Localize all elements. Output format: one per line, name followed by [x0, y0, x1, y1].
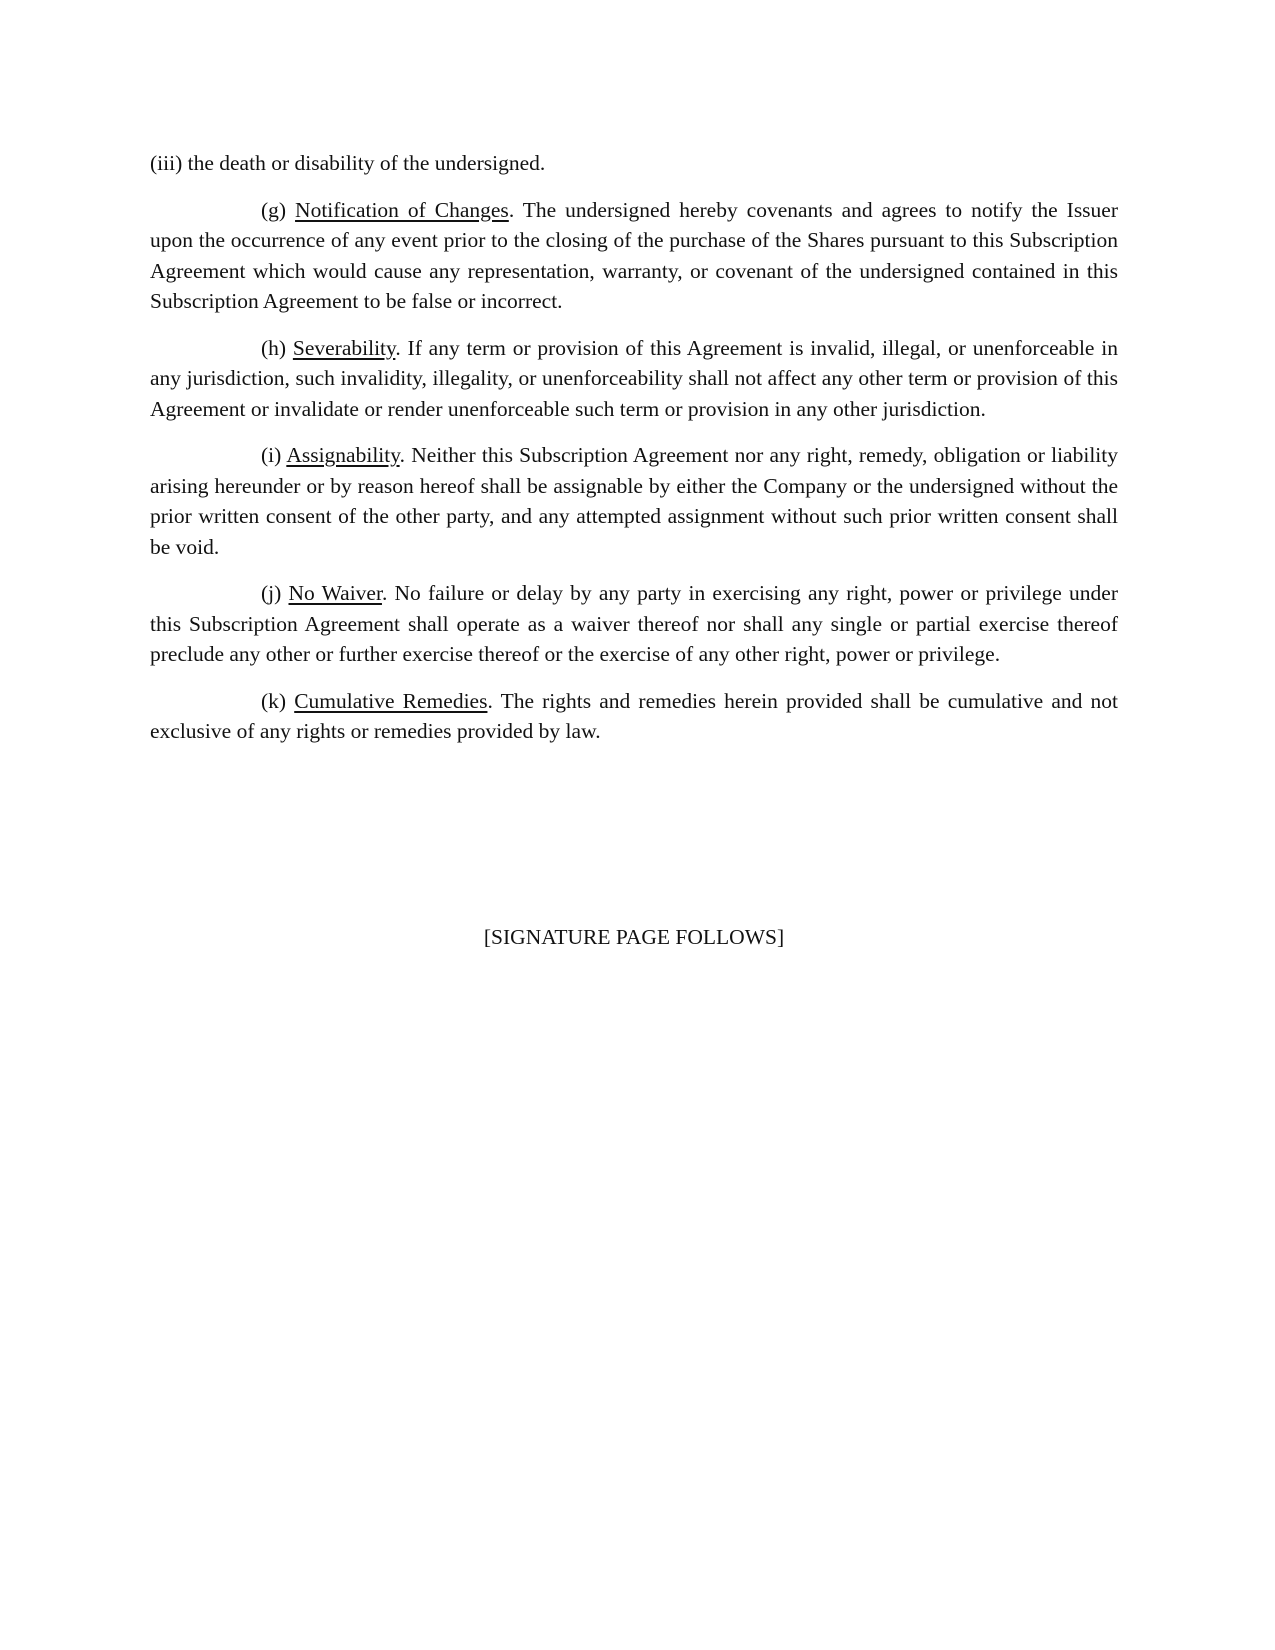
section-text: The undersigned hereby covenants and agrees to notify the Issuer upon the occurrence of any event prior to the closing of the purchase of the Shares pursuant to this Subscription Agreement which would cause any representation, warranty, or covenant of the undersigned contained in this Subscription Agreement to be false or incorrect.: [150, 197, 1119, 313]
signature-page-note: [SIGNATURE PAGE FOLLOWS]: [483, 925, 785, 949]
section-text: The rights and remedies herein provided shall be cumulative and not exclusive of any rights or remedies provided by law.: [150, 688, 1119, 743]
section-heading: Assignability: [286, 443, 400, 467]
section-text: Neither this Subscription Agreement nor any right, remedy, obligation or liability arising hereunder or by reason hereof shall be assignable by either the Company or the undersigned without the prior written consent of the other party, and any attempted assignment without such prior written consent shall be void.: [150, 443, 1118, 559]
intro-paragraph: (iii) the death or disability of the undersigned.: [150, 151, 546, 175]
section-label: (g): [261, 197, 287, 222]
section-heading: Cumulative Remedies: [294, 688, 488, 713]
section-severability: (h) Severability. If any term or provision of this Agreement is invalid, illegal, or unenforceable in any jurisdiction, such invalidity, illegality, or unenforceability shall not affect any other term or provision of this Agreement or invalidate or render unenforceable such term or provision in any other jurisdiction.: [150, 335, 1118, 421]
section-text: If any term or provision of this Agreement is invalid, illegal, or unenforceable in any jurisdiction, such invalidity, illegality, or unenforceability shall not affect any other term or provision of this Agreement or invalidate or render unenforceable such term or provision in any other jurisdiction.: [150, 335, 1118, 421]
section-heading: No Waiver: [288, 581, 382, 605]
section-no-waiver: (j) No Waiver. No failure or delay by any party in exercising any right, power or privilege under this Subscription Agreement shall operate as a waiver thereof nor shall any single or partial exercise thereof preclude any other or further exercise thereof or the exercise of any other right, power or privilege.: [150, 581, 1119, 666]
section-label: (j): [261, 581, 282, 605]
section-cumulative-remedies: (k) Cumulative Remedies. The rights and remedies herein provided shall be cumulative and not exclusive of any rights or remedies provided by law.: [150, 688, 1119, 743]
section-assignability: (i) Assignability. Neither this Subscription Agreement nor any right, remedy, obligation or liability arising hereunder or by reason hereof shall be assignable by either the Company or the undersigned without the prior written consent of the other party, and any attempted assignment without such prior written consent shall be void.: [150, 443, 1118, 559]
section-label: (i): [261, 443, 282, 467]
section-text: No failure or delay by any party in exercising any right, power or privilege under this Subscription Agreement shall operate as a waiver thereof nor shall any single or partial exercise thereof preclude any other or further exercise thereof or the exercise of any other right, power or privilege.: [150, 581, 1119, 666]
section-heading: Severability: [292, 335, 396, 360]
document-body: [150, 148, 1118, 763]
section-notification-of-changes: (g) Notification of Changes. The undersigned hereby covenants and agrees to notify the Issuer upon the occurrence of any event prior to the closing of the purchase of the Shares pursuant to this Subscription Agreement which would cause any representation, warranty, or covenant of the undersigned contained in this Subscription Agreement to be false or incorrect.: [150, 197, 1119, 313]
section-heading: Notification of Changes: [295, 197, 509, 222]
section-label: (k): [261, 688, 287, 713]
section-label: (h): [261, 335, 287, 360]
